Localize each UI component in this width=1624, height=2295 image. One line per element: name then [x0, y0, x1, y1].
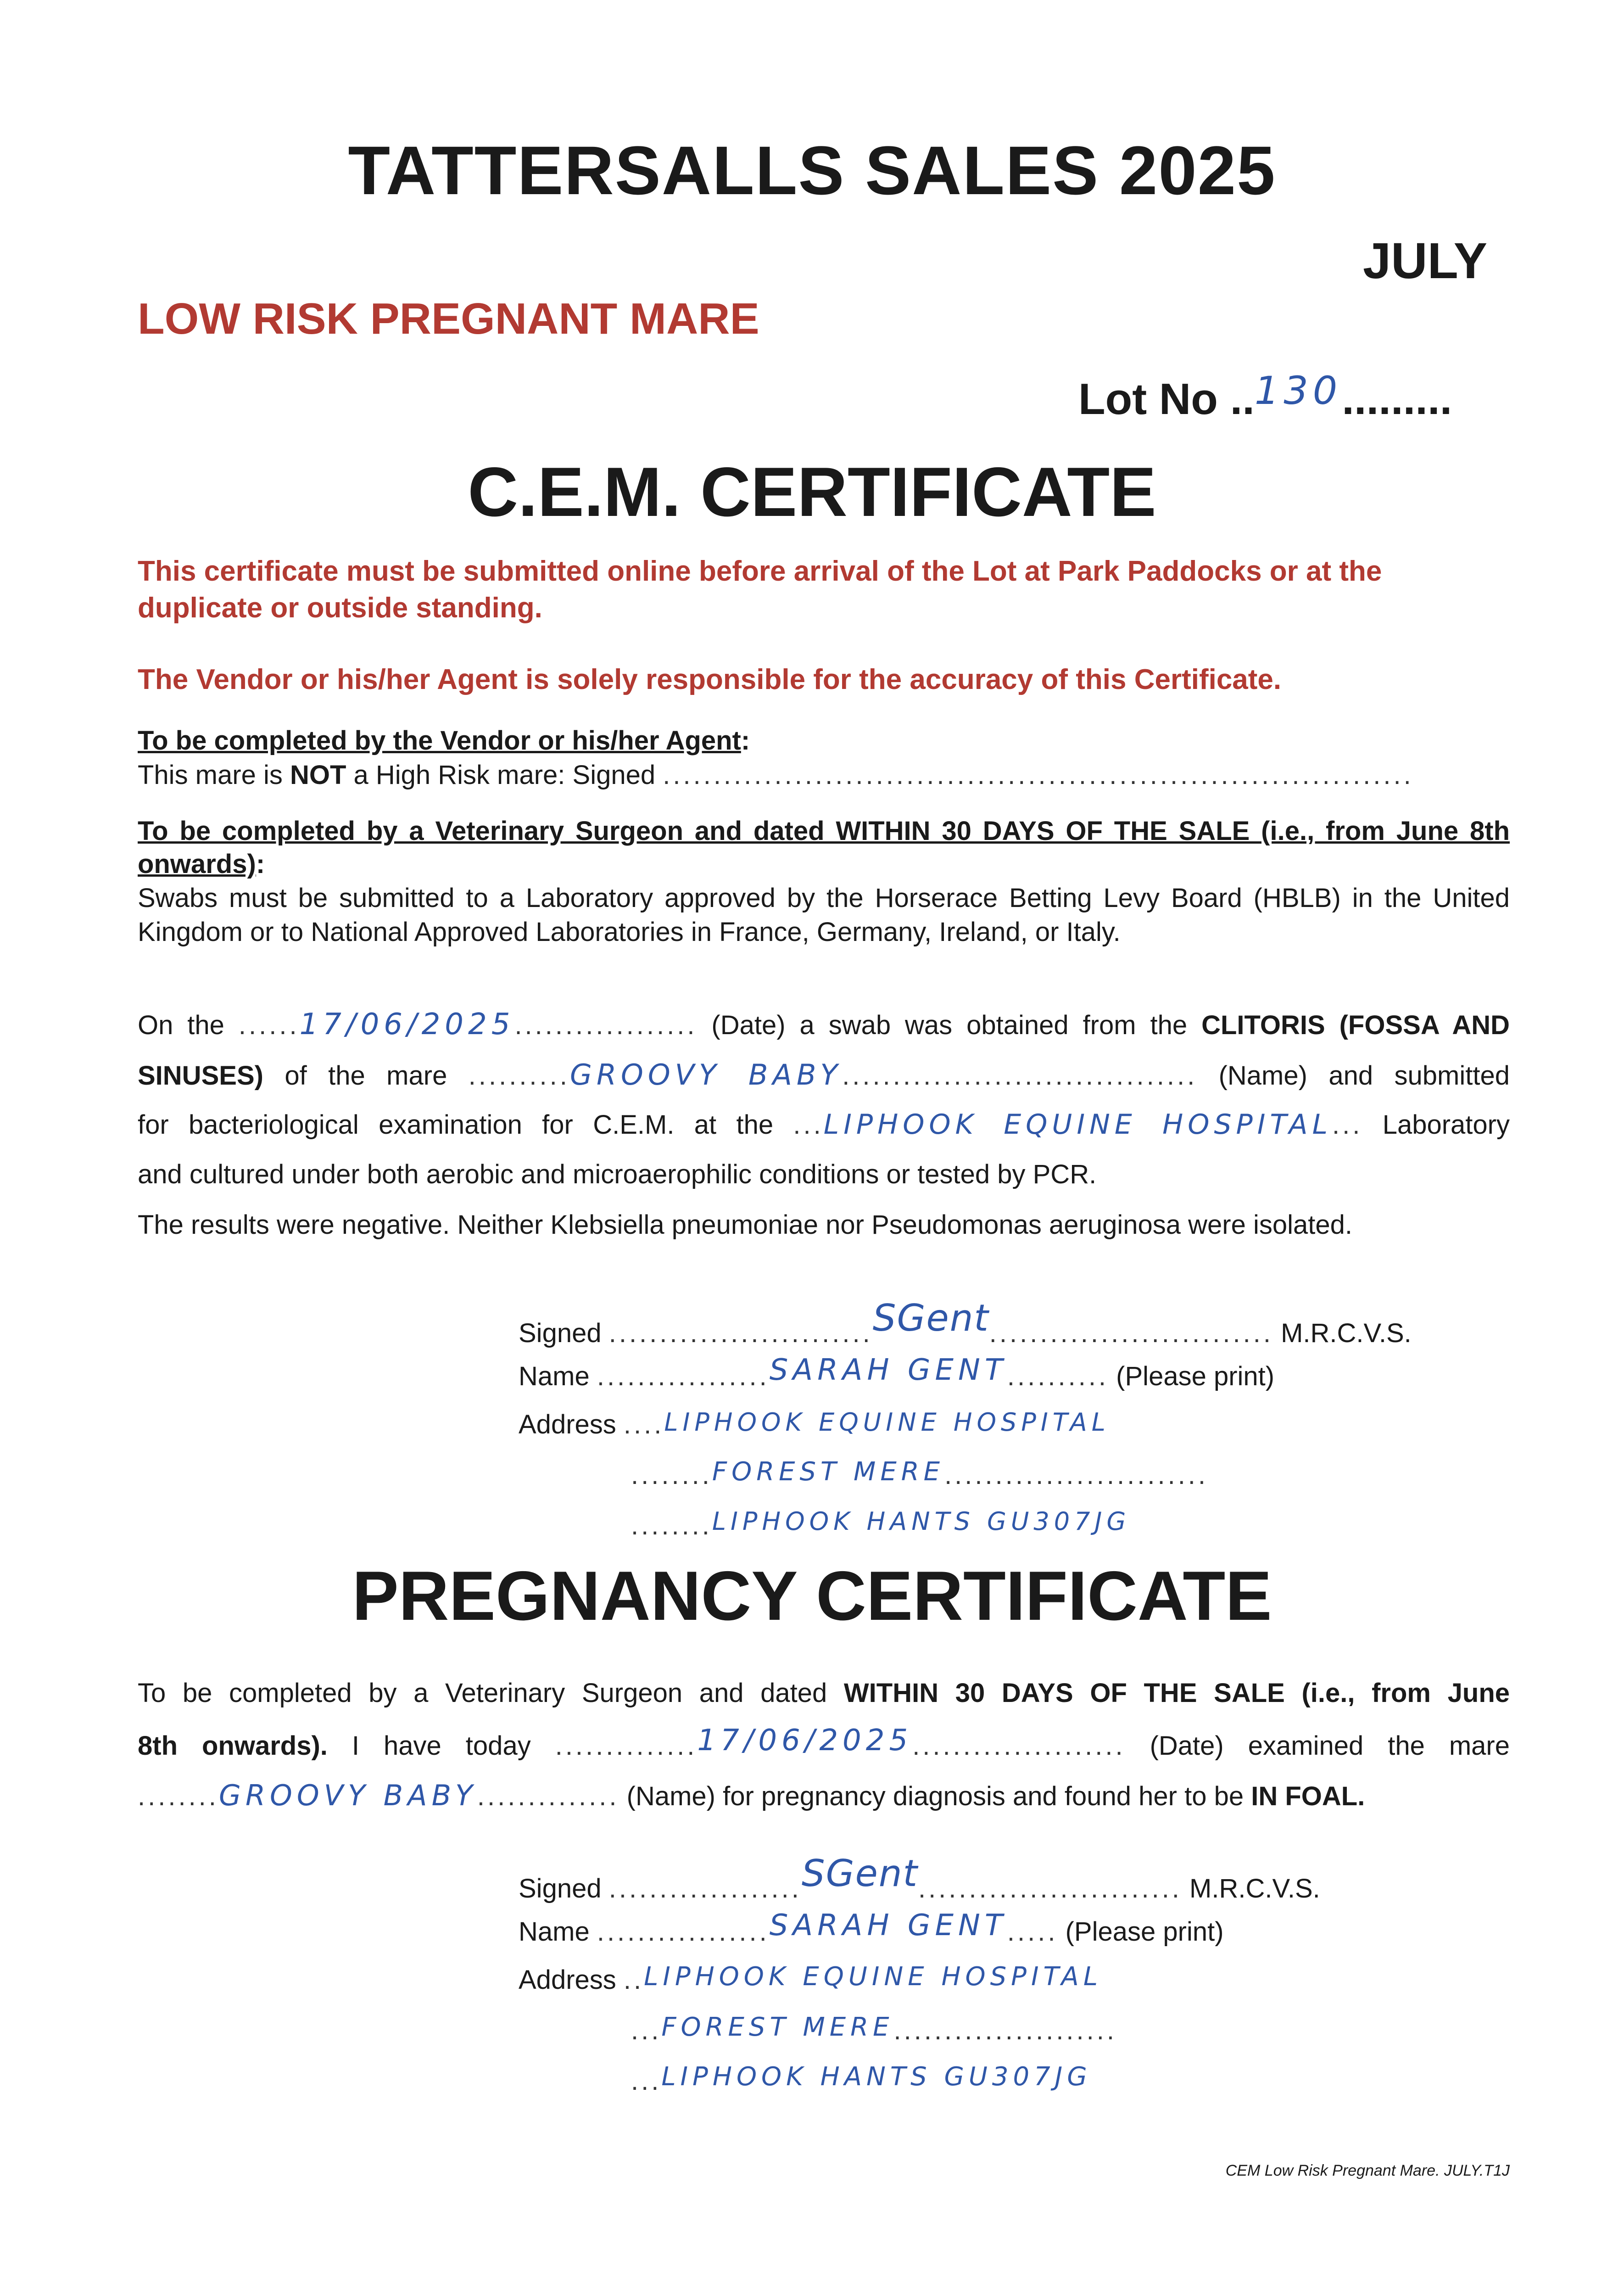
- swab-laboratory-requirement: Swabs must be submitted to a Laboratory approved by the Horserace Betting Levy Board (HBLB) in the United Kingdom or to National Approved Laboratories in France, Germany, Ireland, or Italy.: [138, 883, 1510, 947]
- cem-signed-line: Signed ..........................SGent............................ M.R.C.V.S.: [519, 1297, 1412, 1348]
- cem-address-line-3: ........LIPHOOK HANTS GU307JG: [631, 1507, 1131, 1540]
- mare-name-handwritten: GROOVY BABY: [569, 1058, 843, 1092]
- pregnancy-address-handwritten-1: LIPHOOK EQUINE HOSPITAL: [644, 1962, 1103, 1992]
- vendor-line-not: NOT: [290, 760, 346, 790]
- pregnancy-name-label: Name: [519, 1917, 597, 1947]
- cem-vet-name-handwritten: SARAH GENT: [769, 1353, 1007, 1387]
- cem-certificate-title: C.E.M. CERTIFICATE: [468, 453, 1156, 531]
- pregnancy-line-3: ........GROOVY BABY.............. (Name) for pregnancy diagnosis and found her to be IN FOAL.: [138, 1779, 1365, 1812]
- pregnancy-line-1-text: To be completed by a Veterinary Surgeon and dated: [138, 1678, 844, 1708]
- pregnancy-mrcvs-label: M.R.C.V.S.: [1182, 1874, 1320, 1903]
- cem-address-line-2: ........FOREST MERE..........................: [631, 1457, 1209, 1490]
- results-line: The results were negative. Neither Klebsiella pneumoniae nor Pseudomonas aeruginosa were isolated.: [138, 1210, 1352, 1240]
- cem-please-print-label: (Please print): [1109, 1361, 1275, 1391]
- cem-signed-label: Signed: [519, 1318, 609, 1348]
- submission-notice: This certificate must be submitted online before arrival of the Lot at Park Paddocks or at the duplicate or outside standing.: [138, 555, 1382, 624]
- laboratory-handwritten: LIPHOOK EQUINE HOSPITAL: [823, 1108, 1333, 1141]
- vendor-line-text-b: a High Risk mare: Signed: [346, 760, 663, 790]
- pregnancy-address-line-3: ...LIPHOOK HANTS GU307JG: [631, 2062, 1092, 2096]
- sale-month: JULY: [1363, 233, 1488, 289]
- mare-name-line: SINUSES) of the mare ..........GROOVY BABY................................... (Name) and submitted: [138, 1058, 1510, 1092]
- vet-heading-colon: :: [256, 849, 265, 879]
- vendor-line-text-a: This mare is: [138, 760, 290, 790]
- vendor-signature-dots: ..........................................................................: [663, 760, 1414, 790]
- cem-address-label: Address: [519, 1410, 624, 1439]
- in-foal-text: IN FOAL.: [1251, 1781, 1365, 1811]
- vendor-declaration-line: [138, 760, 1414, 790]
- cem-address-handwritten-2: FOREST MERE: [712, 1457, 945, 1487]
- examination-date-handwritten: 17/06/2025: [697, 1724, 913, 1758]
- pregnancy-address-handwritten-3: LIPHOOK HANTS GU307JG: [661, 2062, 1092, 2092]
- laboratory-line: for bacteriological examination for C.E.M. at the ...LIPHOOK EQUINE HOSPITAL... Laboratory: [138, 1108, 1510, 1141]
- culture-method-line: and cultured under both aerobic and microaerophilic conditions or tested by PCR.: [138, 1159, 1097, 1189]
- document-title: TATTERSALLS SALES 2025: [348, 132, 1276, 209]
- swab-date-line: On the ......17/06/2025.................. (Date) a swab was obtained from the CLITORIS (FOSSA AND: [138, 1008, 1510, 1041]
- pregnancy-line-1-bold: WITHIN 30 DAYS OF THE SALE (i.e., from June: [843, 1678, 1510, 1708]
- bacteriological-text: for bacteriological examination for C.E.M. at the: [138, 1110, 793, 1140]
- cem-signature-handwritten: SGent: [872, 1297, 989, 1339]
- form-code-footer: CEM Low Risk Pregnant Mare. JULY.T1J: [1225, 2162, 1510, 2179]
- cem-name-line: Name .................SARAH GENT.......... (Please print): [519, 1353, 1275, 1391]
- pregnancy-name-line: Name .................SARAH GENT..... (Please print): [519, 1909, 1224, 1947]
- vet-section-heading: [138, 815, 1510, 881]
- have-today-text: I have today: [327, 1731, 555, 1761]
- cem-mrcvs-label: M.R.C.V.S.: [1273, 1318, 1412, 1348]
- pregnancy-address-label: Address: [519, 1965, 624, 1995]
- pregnancy-address-line-1: Address ..LIPHOOK EQUINE HOSPITAL: [519, 1962, 1103, 1995]
- cem-address-handwritten-3: LIPHOOK HANTS GU307JG: [712, 1507, 1131, 1536]
- lot-number-line: [1078, 368, 1452, 425]
- pregnancy-line-1: [138, 1678, 1510, 1708]
- eighth-onwards-text: 8th onwards).: [138, 1731, 328, 1761]
- vendor-heading-text: To be completed by the Vendor or his/her Agent: [138, 726, 741, 756]
- pregnancy-certificate-title: PREGNANCY CERTIFICATE: [352, 1557, 1272, 1635]
- pregnancy-signature-handwritten: SGent: [801, 1852, 918, 1895]
- on-the-text: On the: [138, 1010, 239, 1040]
- pregnancy-signed-label: Signed: [519, 1874, 609, 1903]
- vendor-responsibility-notice: The Vendor or his/her Agent is solely responsible for the accuracy of this Certificate.: [138, 664, 1282, 695]
- cem-address-handwritten-1: LIPHOOK EQUINE HOSPITAL: [664, 1408, 1110, 1437]
- lot-label: Lot No: [1078, 375, 1218, 424]
- pregnancy-mare-name-handwritten: GROOVY BABY: [218, 1779, 477, 1812]
- name-suffix-text: (Name) and submitted: [1197, 1061, 1510, 1091]
- cem-address-line-1: Address ....LIPHOOK EQUINE HOSPITAL: [519, 1408, 1110, 1439]
- swab-date-handwritten: 17/06/2025: [299, 1008, 515, 1041]
- cem-name-label: Name: [519, 1361, 597, 1391]
- of-the-mare-text: of the mare: [263, 1061, 469, 1091]
- pregnancy-line-2: 8th onwards). I have today ..............17/06/2025..................... (Date) examined the mare: [138, 1724, 1510, 1761]
- pregnancy-address-line-2: ...FOREST MERE......................: [631, 2012, 1117, 2045]
- laboratory-suffix-text: Laboratory: [1362, 1110, 1510, 1140]
- vendor-section-heading: [138, 725, 750, 756]
- pregnancy-diagnosis-text: (Name) for pregnancy diagnosis and found her to be: [619, 1781, 1251, 1811]
- vendor-heading-colon: :: [741, 726, 750, 756]
- date-suffix-text: (Date) a swab was obtained from the: [697, 1010, 1202, 1040]
- lot-number-handwritten: 130: [1254, 368, 1342, 413]
- lot-dots-after: .........: [1342, 375, 1452, 424]
- pregnancy-signed-line: Signed ...................SGent.......................... M.R.C.V.S.: [519, 1852, 1320, 1903]
- vet-heading-text: To be completed by a Veterinary Surgeon and dated WITHIN 30 DAYS OF THE SALE (i.e., from June 8th onwards): [138, 816, 1510, 879]
- examined-mare-text: (Date) examined the mare: [1125, 1731, 1510, 1761]
- lot-dots-before: ..: [1230, 375, 1255, 424]
- clitoris-text: CLITORIS (FOSSA AND: [1201, 1010, 1510, 1040]
- sinuses-text: SINUSES): [138, 1061, 263, 1091]
- pregnancy-vet-name-handwritten: SARAH GENT: [769, 1909, 1007, 1942]
- mare-category: LOW RISK PREGNANT MARE: [138, 294, 759, 343]
- pregnancy-address-handwritten-2: FOREST MERE: [661, 2012, 894, 2042]
- pregnancy-please-print-label: (Please print): [1058, 1917, 1224, 1947]
